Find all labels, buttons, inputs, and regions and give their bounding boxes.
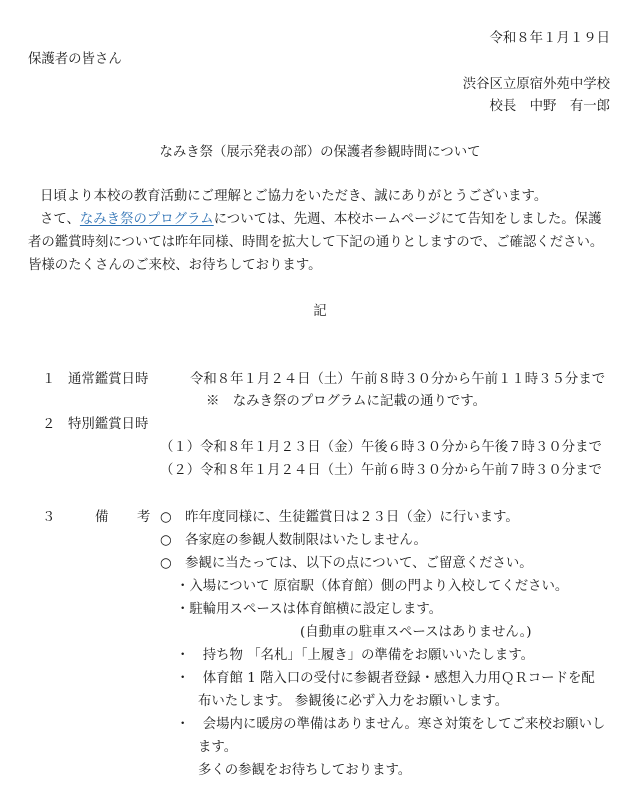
program-link[interactable]: なみき祭のプログラム (79, 212, 214, 227)
ki-heading: 記 (313, 304, 327, 319)
item-3-label-a: 備 (95, 510, 109, 525)
body-line-2 (40, 212, 601, 228)
body-line-2-prefix: さて、 (40, 212, 80, 227)
document-title: なみき祭（展示発表の部）の保護者参観時間について (159, 145, 481, 160)
body-line-4: 皆様のたくさんのご来校、お待ちしております。 (28, 258, 322, 273)
bullet-heating-line-2: ます。 (198, 740, 238, 755)
item-3-number: ３ (42, 510, 56, 525)
item-1-note: ※ なみき祭のプログラムに記載の通りです。 (206, 394, 486, 409)
bullet-qr-line-2: 布いたします。 参観後に必ず入力をお願いします。 (198, 694, 509, 709)
remark-3: ○ 参観に当たっては、以下の点について、ご留意ください。 (160, 556, 533, 571)
item-2-sub-1: （１）令和８年１月２３日（金）午後６時３０分から午後７時３０分まで (160, 440, 602, 455)
item-1-label: 通常鑑賞日時 (68, 372, 149, 387)
bullet-entrance: ・入場について 原宿駅（体育館）側の門より入校してください。 (176, 579, 569, 594)
item-2-sub-2: （２）令和８年１月２４日（土）午前６時３０分から午前７時３０分まで (160, 463, 602, 478)
school-name: 渋谷区立原宿外苑中学校 (462, 77, 610, 92)
body-line-3: 者の鑑賞時刻については昨年同様、時間を拡大して下記の通りとしますので、ご確認ください。 (28, 235, 604, 250)
item-2-label: 特別鑑賞日時 (68, 417, 149, 432)
body-line-2-suffix: については、先週、本校ホームページにて告知をしました。保護 (213, 212, 602, 227)
item-2-number: ２ (42, 417, 56, 432)
item-3-label-b: 考 (137, 510, 151, 525)
item-1-number: １ (42, 372, 56, 387)
principal-name: 校長 中野 有一郎 (489, 99, 610, 114)
bullet-qr-line-1: ・ 体育館 1 階入口の受付に参観者登録・感想入力用ＱＲコードを配 (176, 671, 595, 686)
bullet-bicycle-note: (自動車の駐車スペースはありません。) (300, 625, 532, 640)
document-date: 令和８年１月１９日 (489, 31, 610, 46)
bullet-heating-line-1: ・ 会場内に暖房の準備はありません。寒さ対策をしてご来校お願いし (176, 717, 606, 732)
bullet-bicycle: ・駐輪用スペースは体育館横に設定します。 (176, 602, 443, 617)
addressee: 保護者の皆さん (28, 52, 122, 67)
remark-1: ○ 昨年度同様に、生徒鑑賞日は２３日（金）に行います。 (160, 510, 519, 525)
bullet-belongings: ・ 持ち物 「名札」「上履き」の準備をお願いいたします。 (176, 648, 535, 663)
item-1-value: 令和８年１月２４日（土）午前８時３０分から午前１１時３５分まで (190, 372, 606, 387)
closing-line: 多くの参観をお待ちしております。 (198, 763, 412, 778)
body-line-1: 日頃より本校の教育活動にご理解とご協力をいただき、誠にありがとうございます。 (40, 189, 548, 204)
remark-2: ○ 各家庭の参観人数制限はいたしません。 (160, 533, 427, 548)
